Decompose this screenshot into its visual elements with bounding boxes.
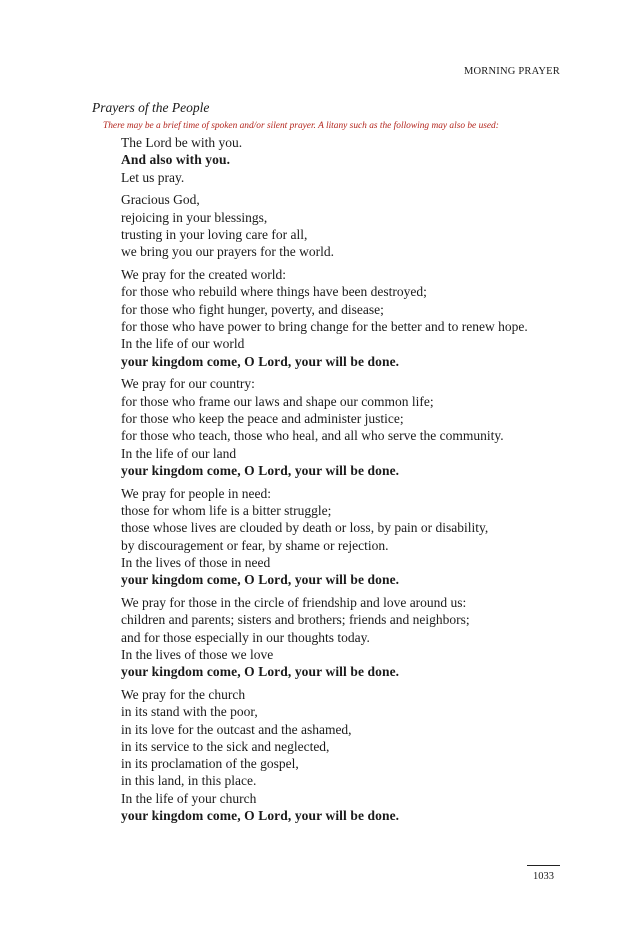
rubric-instruction: There may be a brief time of spoken and/or silent prayer. A litany such as the following may also be used: xyxy=(103,121,499,131)
litany-stanza xyxy=(121,686,591,824)
leader-line: for those who frame our laws and shape our common life; xyxy=(121,393,434,409)
people-response-line: And also with you. xyxy=(121,152,231,168)
leader-line: We pray for people in need: xyxy=(121,485,271,501)
leader-line: children and parents; sisters and brothers; friends and neighbors; xyxy=(121,612,470,628)
people-response-line: your kingdom come, O Lord, your will be done. xyxy=(121,462,400,478)
leader-line: In the life of our land xyxy=(121,445,237,461)
leader-line: in its love for the outcast and the ashamed, xyxy=(121,721,352,737)
people-response-line: your kingdom come, O Lord, your will be done. xyxy=(121,572,400,588)
leader-line: for those who teach, those who heal, and all who serve the community. xyxy=(121,428,504,444)
people-response-line: your kingdom come, O Lord, your will be done. xyxy=(121,664,400,680)
leader-line: those for whom life is a bitter struggle; xyxy=(121,502,332,518)
litany-stanza xyxy=(121,375,591,479)
running-head: MORNING PRAYER xyxy=(463,66,560,77)
litany-stanza xyxy=(121,485,591,589)
leader-line: In the lives of those we love xyxy=(121,646,274,662)
leader-line: we bring you our prayers for the world. xyxy=(121,244,334,260)
section-title: Prayers of the People xyxy=(92,100,210,115)
leader-line: for those who keep the peace and administer justice; xyxy=(121,410,404,426)
leader-line: for those who rebuild where things have been destroyed; xyxy=(121,284,427,300)
leader-line: trusting in your loving care for all, xyxy=(121,226,308,242)
litany-stanza xyxy=(121,191,591,260)
leader-line: rejoicing in your blessings, xyxy=(121,209,268,225)
litany xyxy=(121,134,591,830)
litany-stanza xyxy=(121,594,591,680)
leader-line: for those who have power to bring change for the better and to renew hope. xyxy=(121,318,528,334)
leader-line: in this land, in this place. xyxy=(121,773,257,789)
people-response-line: your kingdom come, O Lord, your will be done. xyxy=(121,353,400,369)
leader-line: and for those especially in our thoughts today. xyxy=(121,629,370,645)
page-number: 1033 xyxy=(533,871,554,882)
leader-line: In the life of our world xyxy=(121,336,245,352)
leader-line: We pray for our country: xyxy=(121,376,255,392)
leader-line: The Lord be with you. xyxy=(121,135,243,150)
footer-rule xyxy=(527,865,560,866)
people-response-line: your kingdom come, O Lord, your will be done. xyxy=(121,807,400,823)
leader-line: in its service to the sick and neglected, xyxy=(121,738,330,754)
leader-line: in its stand with the poor, xyxy=(121,704,258,720)
leader-line: by discouragement or fear, by shame or rejection. xyxy=(121,537,389,553)
leader-line: Let us pray. xyxy=(121,169,185,185)
leader-line: Gracious God, xyxy=(121,192,200,208)
leader-line: We pray for those in the circle of friendship and love around us: xyxy=(121,594,467,610)
leader-line: We pray for the church xyxy=(121,686,246,702)
leader-line: We pray for the created world: xyxy=(121,267,286,283)
leader-line: for those who fight hunger, poverty, and disease; xyxy=(121,301,384,317)
litany-stanza xyxy=(121,134,591,186)
leader-line: those whose lives are clouded by death or loss, by pain or disability, xyxy=(121,520,489,536)
leader-line: In the lives of those in need xyxy=(121,554,271,570)
leader-line: In the life of your church xyxy=(121,790,257,806)
leader-line: in its proclamation of the gospel, xyxy=(121,756,299,772)
litany-stanza xyxy=(121,266,591,370)
